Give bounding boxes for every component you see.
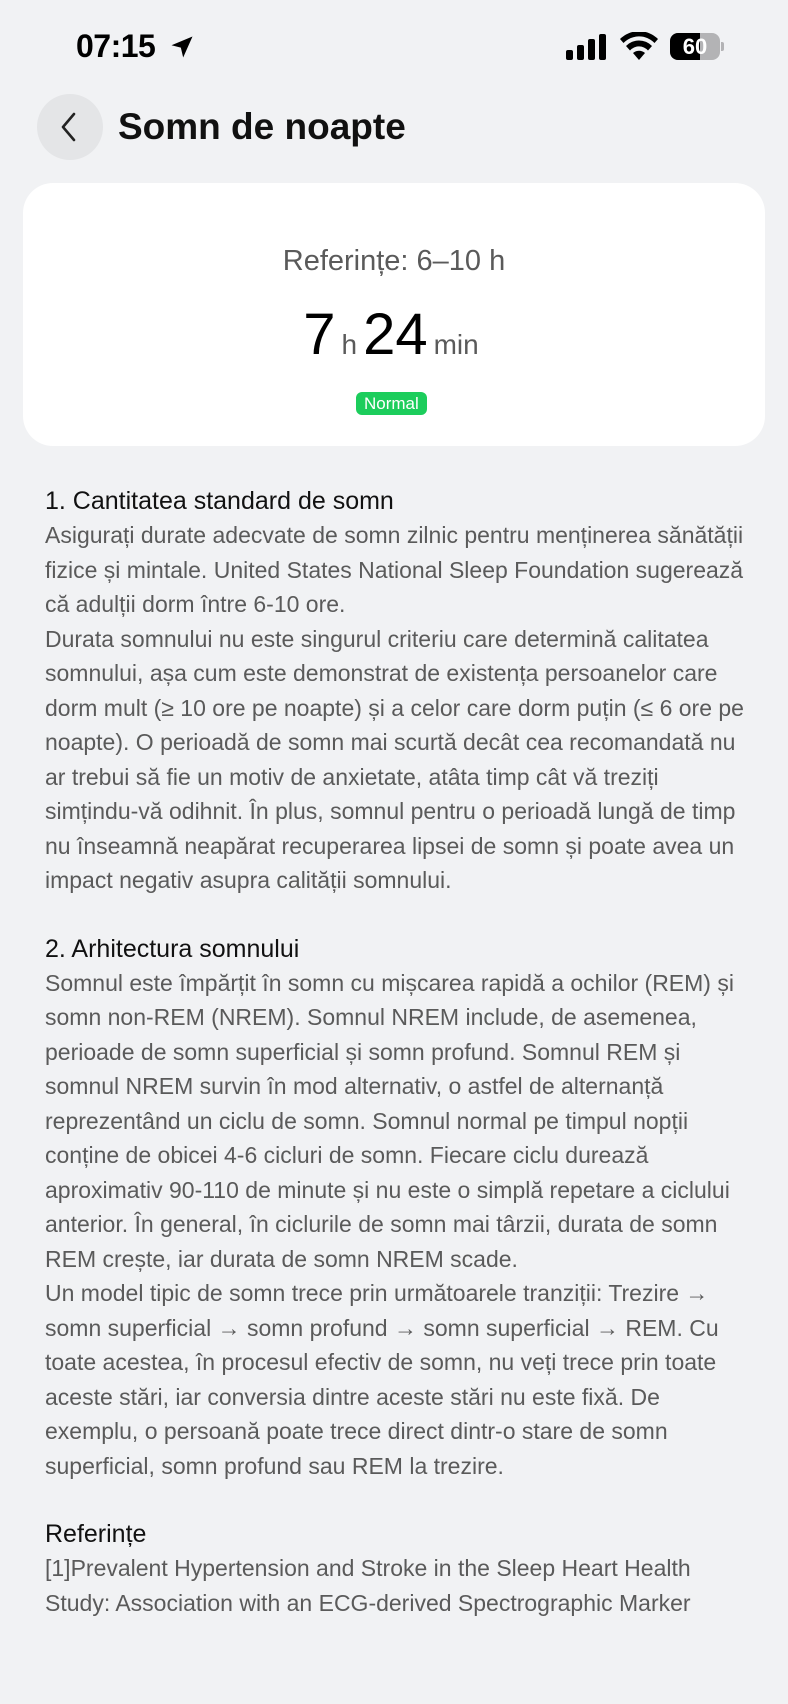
sleep-duration — [23, 301, 765, 368]
chevron-left-icon — [58, 111, 82, 143]
section-title: 1. Cantitatea standard de somn — [45, 487, 394, 515]
battery-percent: 60 — [682, 34, 708, 59]
battery-icon — [670, 33, 724, 60]
reference-item: [1]Prevalent Hypertension and Stroke in the Sleep Heart Health Study: Association with an ECG-derived Spectrographic Marker — [45, 1555, 691, 1616]
wifi-icon — [620, 32, 658, 62]
duration-hours: 7 — [303, 302, 336, 367]
section-paragraph: Asigurați durate adecvate de somn zilnic pentru menținerea sănătății fizice și mintale. United States National Sleep Foundation sugerează că adulții dorm între 6-10 ore. — [45, 522, 744, 617]
status-badge: Normal — [356, 392, 427, 415]
status-bar — [0, 0, 788, 90]
cellular-signal-icon — [566, 34, 610, 60]
section-paragraph: Somnul este împărțit în somn cu mișcarea rapidă a ochilor (REM) și somn non-REM (NREM). Somnul NREM include, de asemenea, perioade de somn superficial și somn profund. Somnul REM și somnul NREM survin în mod alternativ, o astfel de alternanță reprezentând un ciclu de somn. Somnul normal pe timpul nopții conține de obicei 4-6 cicluri de somn. Fiecare ciclu durează aproximativ 90-110 de minute și nu este o simplă repetare a ciclului anterior. În general, în ciclurile de somn mai târzii, durata de somn REM crește, iar durata de somn NREM scade. — [45, 969, 734, 1272]
status-time: 07:15 — [76, 28, 156, 64]
location-arrow-icon — [168, 33, 196, 61]
references-title: Referințe — [45, 1520, 147, 1548]
back-button[interactable] — [37, 94, 103, 160]
section-paragraph: Un model tipic de somn trece prin următoarele tranziții: Trezire → somn superficial → somn profund → somn superficial → REM. Cu toate acestea, în procesul efectiv de somn, nu veți trece prin toate aceste stări, iar conversia dintre aceste stări nu este fixă. De exemplu, o persoană poate trece direct dintr-o stare de somn superficial, somn profund sau REM la trezire. — [45, 1280, 719, 1479]
section-paragraph: Durata somnului nu este singurul criteriu care determină calitatea somnului, așa cum este demonstrat de existența persoanelor care dorm mult (≥ 10 ore pe noapte) și a celor care dorm puțin (≤ 6 ore pe noapte). O perioadă de somn mai scurtă decât cea recomandată nu ar trebui să fie un motiv de anxietate, atâta timp cât vă treziți simțindu-vă odihnit. În plus, somnul pentru o perioadă lungă de timp nu înseamnă neapărat recuperarea lipsei de somn și poate avea un impact negativ asupra calității somnului. — [45, 625, 744, 893]
section-sleep-architecture — [45, 932, 755, 1484]
duration-minutes-unit: min — [433, 329, 479, 360]
article-content — [45, 484, 755, 1654]
sleep-summary-card — [23, 183, 765, 446]
duration-minutes: 24 — [363, 302, 428, 367]
header — [0, 94, 788, 162]
page-title: Somn de noapte — [118, 106, 406, 147]
reference-range: Referințe: 6–10 h — [282, 245, 506, 277]
section-references — [45, 1517, 755, 1620]
section-title: 2. Arhitectura somnului — [45, 934, 300, 963]
section-sleep-quantity — [45, 484, 755, 898]
duration-hours-unit: h — [341, 329, 358, 360]
